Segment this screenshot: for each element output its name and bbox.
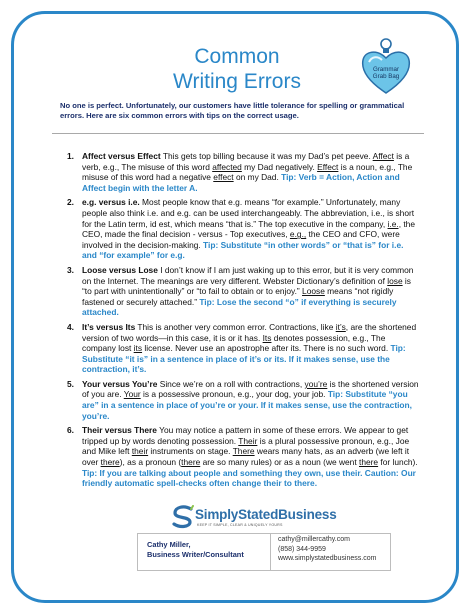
underlined-word: Their — [238, 435, 258, 446]
card-divider — [270, 534, 271, 570]
item-text: This is another very common error. Contractions, like — [135, 321, 336, 332]
item-text: This gets top billing because it was my Dad’s pet peeve. — [160, 151, 373, 161]
item-text: the CEO, made the final decision - versus - Top executives, — [82, 218, 416, 240]
item-heading: Your versus You’re — [82, 378, 158, 389]
logo-name: SimplyStatedBusiness — [195, 507, 337, 522]
underlined-word: its — [133, 343, 143, 354]
item-text: is “to part with unintentionally” or “to fail to obtain or to enjoy.” — [82, 275, 411, 297]
page-title-line-2: Writing Errors — [173, 70, 301, 93]
item-text: instruments on stage. — [148, 446, 233, 457]
item-text: Most people know that e.g. means “for example.” Unfortunately, many people also think i.e. and e.g. can be used interchangeably. The abbreviation, i.e., is short for the Latin term, id est, which means “that is.” The top executive in the company, — [82, 197, 415, 229]
badge-line-2: Grab Bag — [372, 73, 400, 80]
item-text: are so many rules) or as a noun (we went — [200, 457, 359, 468]
item-text: , are the shortened version of two words—in this case, it is or it has. — [82, 321, 417, 343]
contact-role: Business Writer/Consultant — [147, 550, 244, 559]
underlined-word: there — [359, 457, 379, 468]
item-text: on my Dad. — [233, 172, 282, 183]
item-text: You may notice a pattern in some of these errors. We appear to get tripped up by words denoting possession. — [82, 425, 409, 446]
underlined-word: effect — [213, 172, 234, 183]
item-tip: Tip: Lose the second “o” if everything is securely attached. — [82, 296, 397, 318]
item-tip: Tip: Substitute “in other words” or “that is” for i.e. and “for example” for e.g. — [82, 239, 404, 261]
item-number: 2. — [67, 197, 74, 208]
list-item — [67, 425, 420, 489]
item-text: is a verb, e.g., The misuse of this word — [82, 151, 410, 172]
logo-tagline: KEEP IT SIMPLE, CLEAR & UNIQUELY YOURS — [197, 523, 283, 527]
item-text: denotes possession, e.g., The company lost — [82, 332, 386, 354]
underlined-word: lose — [387, 275, 403, 286]
list-item — [67, 197, 420, 261]
contact-website[interactable]: www.simplystatedbusiness.com — [278, 555, 377, 563]
badge-line-1: Grammar — [372, 66, 400, 73]
company-logo — [148, 503, 348, 533]
underlined-word: Your — [123, 389, 141, 400]
page-title-line-1: Common — [194, 45, 280, 68]
item-number: 4. — [67, 321, 74, 332]
item-tip: Tip: Substitute “you are” in a sentence in place of you’re or your. If it makes sense, use the contraction, you’re. — [82, 389, 412, 421]
underlined-word: there — [100, 457, 120, 468]
underlined-word: There — [232, 446, 255, 457]
underlined-word: Loose — [302, 286, 325, 297]
item-text: is a possessive pronoun, e.g., your dog, your job. — [140, 389, 328, 400]
item-tip: Tip: Substitute “it is” in a sentence in place of it’s or its. If it makes sense, use the contraction, it’s. — [82, 343, 406, 375]
heart-badge-icon — [360, 36, 412, 96]
item-heading: Affect versus Effect — [82, 151, 161, 161]
item-number: 3. — [67, 264, 74, 275]
item-heading: Loose versus Lose — [82, 264, 158, 275]
underlined-word: there — [181, 457, 201, 468]
contact-phone: (858) 344-9959 — [278, 545, 326, 553]
contact-details — [278, 535, 376, 564]
underlined-word: it’s — [335, 321, 346, 332]
underlined-word: affected — [212, 161, 242, 172]
item-heading: It’s versus Its — [82, 321, 136, 332]
contact-name-block — [147, 540, 244, 560]
underlined-word: you’re — [304, 378, 328, 389]
item-text: for lunch). — [378, 457, 418, 468]
underlined-word: Its — [262, 332, 272, 343]
underlined-word: their — [131, 446, 149, 457]
item-text: the CEO and CFO, were involved in the decision-making. — [82, 229, 400, 250]
item-tip: Tip: Verb = Action, Action and Affect begin with the letter A. — [82, 172, 400, 193]
item-heading: e.g. versus i.e. — [82, 197, 140, 208]
underlined-word: e.g., — [289, 229, 307, 240]
underlined-word: i.e., — [387, 218, 402, 229]
item-text: I don’t know if I am just waking up to this error, but it is very common on the Internet. The meanings are very different. Webster Dictionary’s definition of — [82, 264, 414, 286]
item-tip: Tip: If you are talking about people and something they own, use their. Caution: Our friendly automatic spell-checks often change their to there. — [82, 467, 416, 489]
item-number: 1. — [67, 151, 74, 161]
errors-list — [67, 151, 420, 493]
item-number: 5. — [67, 378, 74, 389]
item-text: Since we’re on a roll with contractions, — [157, 378, 305, 389]
item-text: is the shortened version of you are. — [82, 378, 419, 400]
item-text: means “not rigidly fastened or securely attached.” — [82, 286, 394, 307]
item-text: is a noun, e.g., The misuse of this word had a negative — [82, 161, 413, 183]
underlined-word: Affect — [372, 151, 394, 161]
item-text: my Dad negatively. — [241, 161, 318, 172]
intro-text: No one is perfect. Unfortunately, our customers have little tolerance for spelling or grammatical errors. Here are six common errors with tips on the correct usage. — [60, 101, 405, 121]
item-text: license. Never use an apostrophe after its. There is no such word. — [142, 343, 391, 354]
item-text: ), as a pronoun ( — [119, 457, 182, 468]
contact-name: Cathy Miller, — [147, 540, 191, 549]
underlined-word: Effect — [317, 161, 339, 172]
item-text: wears many hats, as an adverb (we left it over — [82, 446, 410, 468]
item-heading: Their versus There — [82, 425, 157, 436]
item-text: is a plural possessive pronoun, e.g., Joe and Mike left — [82, 435, 410, 457]
item-number: 6. — [67, 425, 74, 436]
contact-email[interactable]: cathy@millercathy.com — [278, 536, 350, 543]
simply-stated-logo-icon — [172, 505, 194, 529]
list-item — [67, 378, 420, 421]
divider — [52, 133, 424, 134]
list-item — [67, 264, 420, 318]
list-item — [67, 321, 420, 375]
list-item — [67, 151, 420, 193]
